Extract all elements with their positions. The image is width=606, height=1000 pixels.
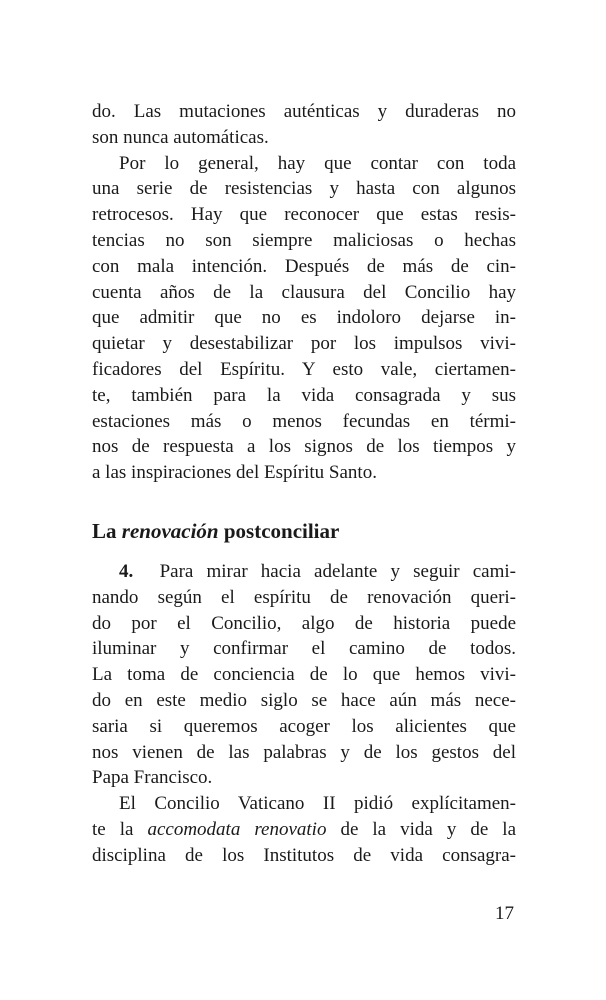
text-line: do. Las mutaciones auténticas y duraderas no — [92, 101, 516, 122]
text-line: nando según el espíritu de renovación queri- — [92, 586, 516, 608]
text-line: disciplina de los Institutos de vida consagra- — [92, 844, 516, 866]
text-line: quietar y desestabilizar por los impulsos vivi- — [92, 333, 516, 355]
text-line: cuenta años de la clausura del Concilio hay — [92, 281, 516, 303]
page-body — [92, 99, 516, 869]
text-line — [92, 559, 516, 585]
heading-italic-text: renovación — [121, 518, 219, 543]
line-text: de la vida y de la — [326, 818, 516, 840]
italic-latin-phrase: accomodata renovatio — [147, 818, 327, 840]
section-number: 4. — [119, 560, 134, 582]
text-line — [92, 817, 516, 843]
text-line: que admitir que no es indoloro dejarse in- — [92, 307, 516, 329]
spacer — [92, 545, 516, 559]
text-line: a las inspiraciones del Espíritu Santo. — [92, 462, 377, 484]
line-text: te la — [92, 818, 148, 840]
text-line: iluminar y confirmar el camino de todos. — [92, 638, 516, 660]
text-line: Papa Francisco. — [92, 767, 213, 789]
paragraph-1 — [92, 99, 516, 151]
text-line: El Concilio Vaticano II pidió explícitamen- — [119, 793, 516, 815]
text-line: tencias no son siempre maliciosas o hechas — [92, 229, 516, 251]
text-line: do por el Concilio, algo de historia puede — [92, 612, 516, 634]
heading-text: postconciliar — [218, 518, 340, 543]
heading-text: La — [92, 518, 122, 543]
section-heading — [92, 517, 516, 545]
text-line: saria si queremos acoger los alicientes que — [92, 715, 516, 737]
text-line: ficadores del Espíritu. Y esto vale, ciertamen- — [92, 358, 516, 380]
text-line: son nunca automáticas. — [92, 126, 269, 148]
text-line: nos vienen de las palabras y de los gestos del — [92, 741, 516, 763]
text-line: con mala intención. Después de más de cin- — [92, 255, 516, 277]
text-line: una serie de resistencias y hasta con algunos — [92, 178, 516, 200]
paragraph-2 — [92, 151, 516, 486]
paragraph-4 — [92, 791, 516, 868]
text-line: Por lo general, hay que contar con toda — [119, 152, 516, 174]
text-line: te, también para la vida consagrada y sus — [92, 384, 516, 406]
text-line: La toma de conciencia de lo que hemos vivi- — [92, 664, 516, 686]
text-line: retrocesos. Hay que reconocer que estas resis- — [92, 204, 516, 226]
line-text: Para mirar hacia adelante y seguir cami- — [159, 560, 516, 582]
text-line: nos de respuesta a los signos de los tiempos y — [92, 436, 516, 458]
paragraph-3 — [92, 559, 516, 791]
text-line: do en este medio siglo se hace aún más nece- — [92, 689, 516, 711]
page-number: 17 — [495, 903, 514, 924]
text-line: estaciones más o menos fecundas en térmi- — [92, 410, 516, 432]
spacer — [92, 486, 516, 517]
